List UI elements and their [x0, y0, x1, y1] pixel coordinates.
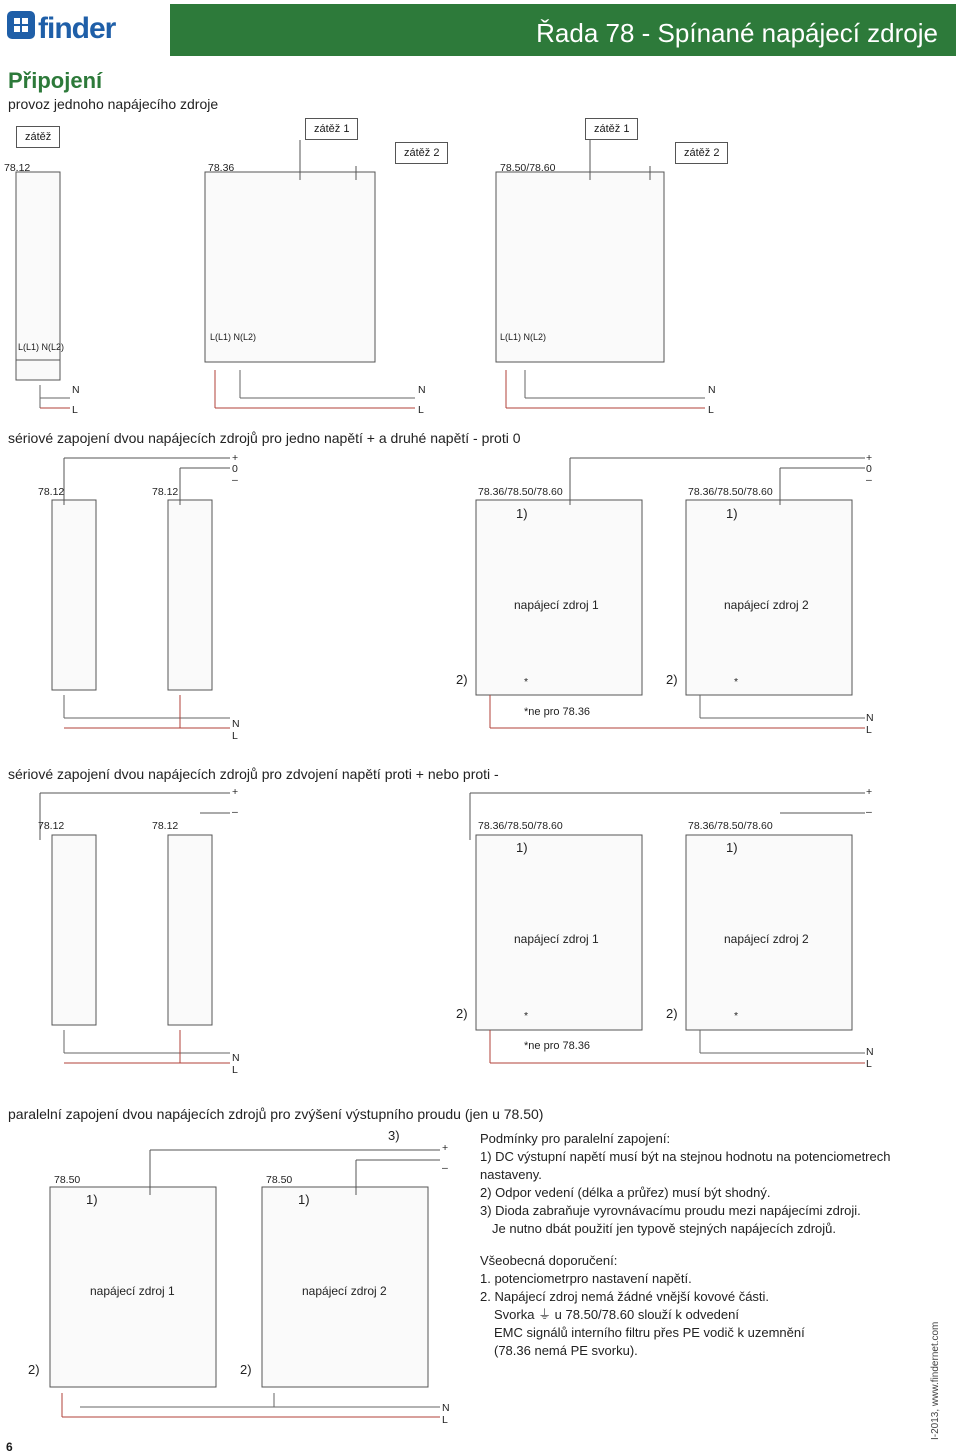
s2-zero-b: 0 [866, 463, 872, 475]
s3-psu2: napájecí zdroj 2 [724, 932, 809, 946]
s1-ln-c: L(L1) N(L2) [500, 332, 547, 342]
s1-load2-a: zátěž 2 [395, 142, 448, 164]
page-number: 6 [6, 1440, 13, 1454]
brand-name: finder [38, 12, 116, 45]
s3-note1-b: 1) [726, 840, 738, 855]
s3-star-b: * [734, 1010, 739, 1022]
s2-L-a: L [232, 730, 238, 742]
s2-model-b: 78.12 [152, 486, 179, 498]
s4-note3: 3) [388, 1128, 400, 1143]
section-title: Připojení [8, 68, 103, 93]
s3-N-b: N [866, 1046, 874, 1058]
s3-L-a: L [232, 1064, 238, 1076]
finder-logo [0, 0, 160, 58]
recommend-1: 1. potenciometrpro nastavení napětí. [480, 1271, 692, 1286]
s4-note1-a: 1) [86, 1192, 98, 1207]
s2-star-b: * [734, 676, 739, 688]
s2-footnote: *ne pro 78.36 [524, 706, 591, 718]
s1-heading: provoz jednoho napájecího zdroje [8, 96, 219, 112]
s2-note2-a: 2) [456, 672, 468, 687]
recommend-block [480, 1252, 920, 1360]
s3-model-b: 78.12 [152, 820, 179, 832]
s3-heading: sériové zapojení dvou napájecích zdrojů pro zdvojení napětí proti + nebo proti - [8, 766, 499, 782]
s1-N-b: N [418, 384, 426, 396]
s1-N-c: N [708, 384, 716, 396]
s2-model-d: 78.36/78.50/78.60 [688, 486, 773, 498]
recommend-2: 2. Napájecí zdroj nemá žádné vnější kovové části. [480, 1289, 770, 1304]
s1-ln-b: L(L1) N(L2) [210, 332, 257, 342]
s2-plus-a: + [232, 452, 239, 464]
condition-2: 2) Odpor vedení (délka a průřez) musí být shodný. [480, 1185, 771, 1200]
s2-star-a: * [524, 676, 529, 688]
s1-model-7812: 78.12 [4, 162, 31, 174]
s4-heading: paralelní zapojení dvou napájecích zdrojů pro zvýšení výstupního proudu (jen u 78.50) [8, 1106, 544, 1122]
s4-diagram [0, 1125, 470, 1435]
s2-psu2: napájecí zdroj 2 [724, 598, 809, 612]
s1-load1-a: zátěž 1 [305, 118, 358, 140]
s4-model-a: 78.50 [54, 1174, 81, 1186]
s2-model-c: 78.36/78.50/78.60 [478, 486, 563, 498]
s2-zero-a: 0 [232, 463, 238, 475]
s4-psu1: napájecí zdroj 1 [90, 1284, 175, 1298]
s3-plus-a: + [232, 786, 239, 798]
s4-note2-a: 2) [28, 1362, 40, 1377]
conditions-title: Podmínky pro paralelní zapojení: [480, 1131, 671, 1146]
s2-minus-b: – [866, 474, 872, 486]
s3-minus-b: – [866, 806, 872, 818]
s1-L-a: L [72, 404, 78, 416]
s3-model-c: 78.36/78.50/78.60 [478, 820, 563, 832]
s2-N-b: N [866, 712, 874, 724]
s3-plus-b: + [866, 786, 873, 798]
s1-model-7850: 78.50/78.60 [500, 162, 556, 174]
s1-load1-b: zátěž 1 [585, 118, 638, 140]
s4-note2-b: 2) [240, 1362, 252, 1377]
s1-N-a: N [72, 384, 80, 396]
s3-model-d: 78.36/78.50/78.60 [688, 820, 773, 832]
s3-note1-a: 1) [516, 840, 528, 855]
s2-note1-a: 1) [516, 506, 528, 521]
page-title: Řada 78 - Spínané napájecí zdroje [536, 18, 938, 48]
s1-ln-a: L(L1) N(L2) [18, 342, 65, 352]
recommend-title: Všeobecná doporučení: [480, 1253, 618, 1268]
s2-model-a: 78.12 [38, 486, 65, 498]
header-band [170, 4, 956, 56]
s2-L-b: L [866, 724, 872, 736]
s4-note1-b: 1) [298, 1192, 310, 1207]
s4-plus: + [442, 1142, 449, 1154]
s4-psu2: napájecí zdroj 2 [302, 1284, 387, 1298]
s1-load: zátěž [16, 126, 60, 148]
s2-N-a: N [232, 718, 240, 730]
condition-4: Je nutno dbát použití jen typově stejných napájecích zdrojů. [492, 1221, 836, 1236]
conditions-block [480, 1130, 920, 1238]
s4-N: N [442, 1402, 450, 1414]
condition-3: 3) Dioda zabraňuje vyrovnávacímu proudu mezi napájecími zdroji. [480, 1203, 861, 1218]
s1-load2-b: zátěž 2 [675, 142, 728, 164]
s3-star-a: * [524, 1010, 529, 1022]
side-credit: I-2013, www.findernet.com [930, 1321, 941, 1440]
s2-note1-b: 1) [726, 506, 738, 521]
s2-heading: sériové zapojení dvou napájecích zdrojů pro jedno napětí + a druhé napětí - proti 0 [8, 430, 521, 446]
recommend-4: EMC signálů interního filtru přes PE vodič k uzemnění [494, 1325, 805, 1340]
s3-note2-b: 2) [666, 1006, 678, 1021]
s2-psu1: napájecí zdroj 1 [514, 598, 599, 612]
recommend-5: (78.36 nemá PE svorku). [494, 1343, 638, 1358]
s1-diagram [0, 110, 960, 420]
finder-logo-icon [6, 10, 36, 40]
condition-1: 1) DC výstupní napětí musí být na stejnou hodnotu na potenciometrech nastaveny. [480, 1149, 891, 1182]
s3-N-a: N [232, 1052, 240, 1064]
s2-note2-b: 2) [666, 672, 678, 687]
s3-psu1: napájecí zdroj 1 [514, 932, 599, 946]
s4-L: L [442, 1414, 448, 1426]
recommend-3: Svorka ⏚ u 78.50/78.60 slouží k odvedení [494, 1307, 739, 1322]
s2-plus-b: + [866, 452, 873, 464]
s3-minus-a: – [232, 806, 238, 818]
s1-L-c: L [708, 404, 714, 416]
s3-model-a: 78.12 [38, 820, 65, 832]
s3-note2-a: 2) [456, 1006, 468, 1021]
s3-footnote: *ne pro 78.36 [524, 1040, 591, 1052]
s1-model-7836: 78.36 [208, 162, 235, 174]
s4-model-b: 78.50 [266, 1174, 293, 1186]
s2-minus-a: – [232, 474, 238, 486]
s1-L-b: L [418, 404, 424, 416]
s4-minus: – [442, 1162, 448, 1174]
s3-L-b: L [866, 1058, 872, 1070]
